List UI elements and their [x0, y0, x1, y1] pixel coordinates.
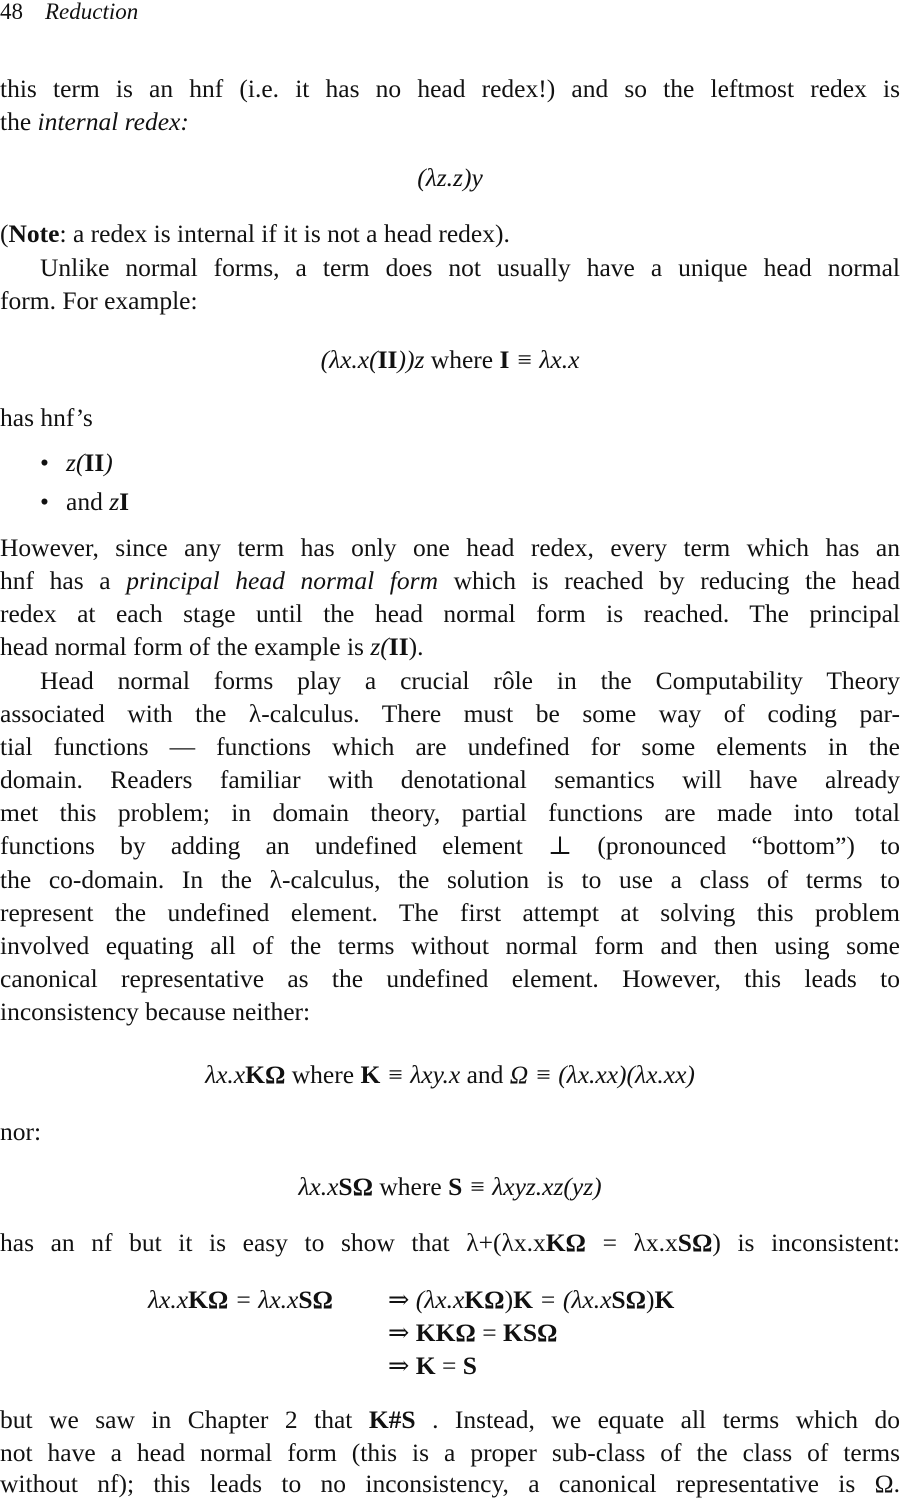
math-run: ⇒ — [388, 1351, 416, 1380]
text-run: and — [66, 487, 110, 516]
math-run: = — [435, 1351, 463, 1380]
math-run: ) — [646, 1285, 655, 1314]
text-run: ). — [408, 632, 424, 661]
equation: (λz.z)y — [417, 163, 483, 192]
math-run: z( — [66, 448, 85, 477]
text-run: where — [285, 1060, 361, 1089]
math-bold: K — [513, 1285, 533, 1314]
math-run: = λx.x — [228, 1285, 299, 1314]
list-item — [40, 487, 129, 517]
math-bold: SΩ — [338, 1172, 374, 1201]
math-run: ) — [504, 1285, 514, 1314]
text-line: has hnf’s — [0, 403, 93, 432]
math-bold: II — [388, 632, 409, 661]
text-line: this term is an hnf (i.e. it has no head redex!) and so the leftmost redex is — [0, 74, 900, 103]
text-run: and — [460, 1060, 510, 1089]
running-title: Reduction — [45, 0, 139, 24]
math-bold: KΩ — [188, 1285, 229, 1314]
text-line: represent the undefined element. The first attempt at solving this problem — [0, 898, 900, 927]
bullet-icon: • — [40, 448, 49, 477]
text-run: where — [373, 1172, 449, 1201]
derivation-step-1 — [148, 1285, 333, 1315]
text-line: without nf); this leads to no inconsistency, a canonical representative is Ω. — [0, 1469, 900, 1498]
math-run: = — [475, 1318, 503, 1347]
list-item — [40, 448, 113, 478]
math-run: ≡ λxyz.xz(yz) — [462, 1172, 602, 1201]
text-line — [0, 566, 900, 596]
math-run: λx.x — [298, 1172, 339, 1201]
term-principal-hnf: principal head normal form — [126, 566, 438, 595]
text-line: associated with the λ-calculus. There must be some way of coding par- — [0, 699, 900, 728]
equation — [0, 1172, 900, 1202]
math-bold: KΩ — [545, 1228, 586, 1257]
math-bold: I — [119, 487, 130, 516]
math-bold: II — [84, 448, 105, 477]
text-line — [0, 1405, 900, 1435]
math-run: Ω ≡ (λx.xx)(λx.xx) — [509, 1060, 695, 1089]
math-run: ⇒ (λx.x — [388, 1285, 465, 1314]
math-run: ≡ λx.x — [509, 345, 580, 374]
math-run: λx.x — [205, 1060, 246, 1089]
text-run: . Instead, we equate all terms which do — [415, 1405, 900, 1434]
derivation-step-1-rhs — [388, 1285, 674, 1315]
text-run: where — [424, 345, 500, 374]
bullet-icon: • — [40, 487, 49, 516]
math-run: ⇒ — [388, 1318, 416, 1347]
note-label: Note — [8, 219, 60, 248]
math-bold: KKΩ — [415, 1318, 476, 1347]
text-line: not have a head normal form (this is a proper sub-class of the class of terms — [0, 1438, 900, 1467]
math-bold: I — [499, 345, 510, 374]
text-line — [0, 107, 900, 137]
text-line: functions by adding an undefined element ⊥ (pronounced “bottom”) to — [0, 831, 900, 860]
text-line: involved equating all of the terms without normal form and then using some — [0, 931, 900, 960]
math-bold: SΩ — [611, 1285, 647, 1314]
page-header — [0, 0, 138, 24]
text-line: Head normal forms play a crucial rôle in the Computability Theory — [40, 666, 900, 695]
math-bold: K#S — [368, 1405, 416, 1434]
text-line: Unlike normal forms, a term does not usually have a unique head normal — [40, 253, 900, 282]
math-run: ))z — [397, 345, 425, 374]
text-run: has an nf but it is easy to show that λ+(λx.x — [0, 1228, 546, 1257]
math-run: ≡ λxy.x — [380, 1060, 461, 1089]
text-run: = λx.x — [585, 1228, 678, 1257]
text-run: head normal form of the example is — [0, 632, 371, 661]
text-run: hnf has a — [0, 566, 127, 595]
text-line: redex at each stage until the head normal form is reached. The principal — [0, 599, 900, 628]
note-line — [0, 219, 900, 249]
math-bold: K — [415, 1351, 436, 1380]
math-bold: K — [360, 1060, 381, 1089]
text-run: which is reached by reducing the head — [438, 566, 900, 595]
text-run: ) is inconsistent: — [712, 1228, 900, 1257]
text-line: nor: — [0, 1117, 42, 1146]
equation — [0, 345, 900, 375]
equation — [0, 1060, 900, 1090]
math-bold: S — [448, 1172, 463, 1201]
text-run: ( — [0, 219, 9, 248]
math-bold: KΩ — [245, 1060, 286, 1089]
math-bold: SΩ — [298, 1285, 333, 1314]
text-line: form. For example: — [0, 286, 198, 315]
page-number: 48 — [0, 0, 23, 24]
text-run: : a redex is internal if it is not a head redex). — [59, 219, 510, 248]
math-run: (λx.x( — [320, 345, 378, 374]
text-line: domain. Readers familiar with denotational semantics will have already — [0, 765, 900, 794]
text-run: the — [0, 107, 38, 136]
text-line: However, since any term has only one head redex, every term which has an — [0, 533, 900, 562]
text-run: but we saw in Chapter 2 that — [0, 1405, 369, 1434]
math-run: λx.x — [148, 1285, 189, 1314]
math-run: z( — [370, 632, 389, 661]
text-line: the co-domain. In the λ-calculus, the solution is to use a class of terms to — [0, 865, 900, 894]
math-bold: SΩ — [677, 1228, 713, 1257]
text-line — [0, 1228, 900, 1258]
derivation-step-2 — [388, 1318, 557, 1348]
text-line: canonical representative as the undefined element. However, this leads to — [0, 964, 900, 993]
math-run: z — [109, 487, 120, 516]
text-line: met this problem; in domain theory, partial functions are made into total — [0, 798, 900, 827]
math-bold: II — [377, 345, 398, 374]
text-line: inconsistency because neither: — [0, 997, 311, 1026]
text-line: tial functions — functions which are undefined for some elements in the — [0, 732, 900, 761]
term-internal-redex: internal redex: — [37, 107, 189, 136]
math-bold: KΩ — [464, 1285, 505, 1314]
math-bold: KSΩ — [502, 1318, 558, 1347]
math-run: = (λx.x — [532, 1285, 612, 1314]
math-run: ) — [104, 448, 113, 477]
math-bold: K — [654, 1285, 675, 1314]
text-line — [0, 632, 900, 662]
derivation-step-3 — [388, 1351, 477, 1381]
math-bold: S — [462, 1351, 477, 1380]
